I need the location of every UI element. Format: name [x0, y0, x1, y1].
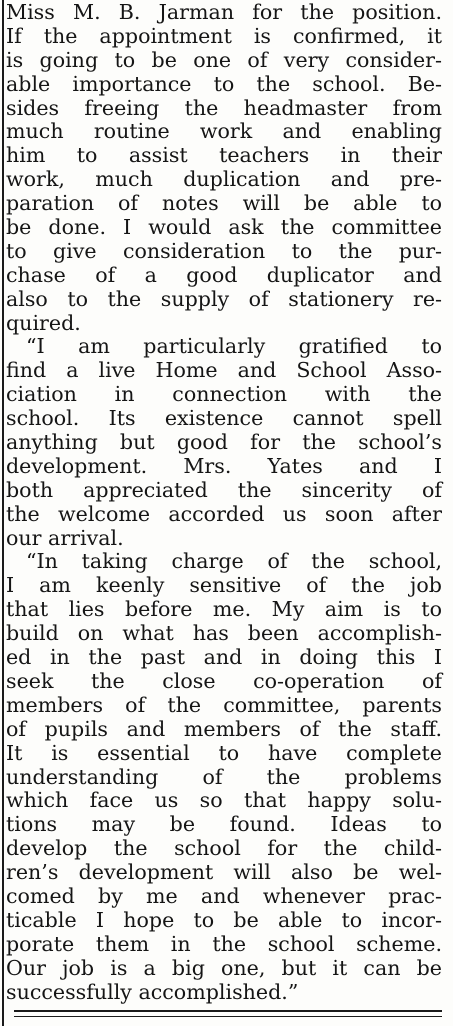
end-rule-thick: [14, 1010, 442, 1012]
article-line: that lies before me. My aim is to: [6, 597, 442, 622]
article-line: also to the supply of stationery re-: [6, 286, 442, 311]
article-line: ciation in connection with the: [6, 382, 442, 407]
article-line: Miss M. B. Jarman for the position.: [6, 0, 442, 24]
article-line: tions may be found. Ideas to: [6, 812, 442, 837]
article-paragraph: [6, 335, 442, 550]
article-line: our arrival.: [6, 525, 124, 550]
article-line: It is essential to have complete: [6, 740, 442, 765]
article-line: Our job is a big one, but it can be: [6, 955, 442, 980]
end-rule-thin: [14, 1016, 442, 1017]
article-paragraph: [6, 550, 442, 1004]
article-line: porate them in the school scheme.: [6, 931, 442, 956]
article-line: build on what has been accomplish-: [6, 621, 442, 646]
article-line: of pupils and members of the staff.: [6, 716, 442, 741]
article-paragraph: [6, 1, 442, 335]
article-line: paration of notes will be able to: [6, 191, 442, 216]
article-line: ed in the past and in doing this I: [6, 645, 442, 670]
article-line: ren’s development will also be wel-: [6, 860, 442, 885]
article-line: both appreciated the sincerity of: [6, 477, 442, 502]
article-line: much routine work and enabling: [6, 119, 442, 144]
article-line: successfully accomplished.”: [6, 979, 299, 1004]
article-line: be done. I would ask the committee: [6, 215, 442, 240]
article-line: “I am particularly gratified to: [26, 334, 442, 359]
article-line: is going to be one of very consider-: [6, 47, 442, 72]
article-line: the welcome accorded us soon after: [6, 501, 442, 526]
article-line: find a live Home and School Asso-: [6, 358, 442, 383]
article-line: anything but good for the school’s: [6, 430, 442, 455]
article-line: able importance to the school. Be-: [6, 71, 442, 96]
article-line: understanding of the problems: [6, 764, 442, 789]
article-line: “In taking charge of the school,: [26, 549, 442, 574]
article-line: him to assist teachers in their: [6, 143, 442, 168]
article-line: If the appointment is confirmed, it: [6, 23, 442, 48]
article-line: school. Its existence cannot spell: [6, 406, 442, 431]
article-line: comed by me and whenever prac-: [6, 883, 442, 908]
article-line: I am keenly sensitive of the job: [6, 573, 442, 598]
article-line: which face us so that happy solu-: [6, 788, 442, 813]
article-line: chase of a good duplicator and: [6, 262, 442, 287]
article-line: members of the committee, parents: [6, 692, 442, 717]
article-column: [6, 1, 442, 1004]
article-line: ticable I hope to be able to incor-: [6, 907, 442, 932]
article-line: seek the close co-operation of: [6, 668, 442, 693]
article-line: work, much duplication and pre-: [6, 167, 442, 192]
article-line: development. Mrs. Yates and I: [6, 453, 442, 478]
article-line: sides freeing the headmaster from: [6, 95, 442, 120]
article-line: develop the school for the child-: [6, 836, 442, 861]
article-line: quired.: [6, 310, 81, 335]
column-rule-left: [2, 0, 4, 1026]
article-line: to give consideration to the pur-: [6, 238, 442, 263]
article-end-rule: [14, 1010, 442, 1017]
